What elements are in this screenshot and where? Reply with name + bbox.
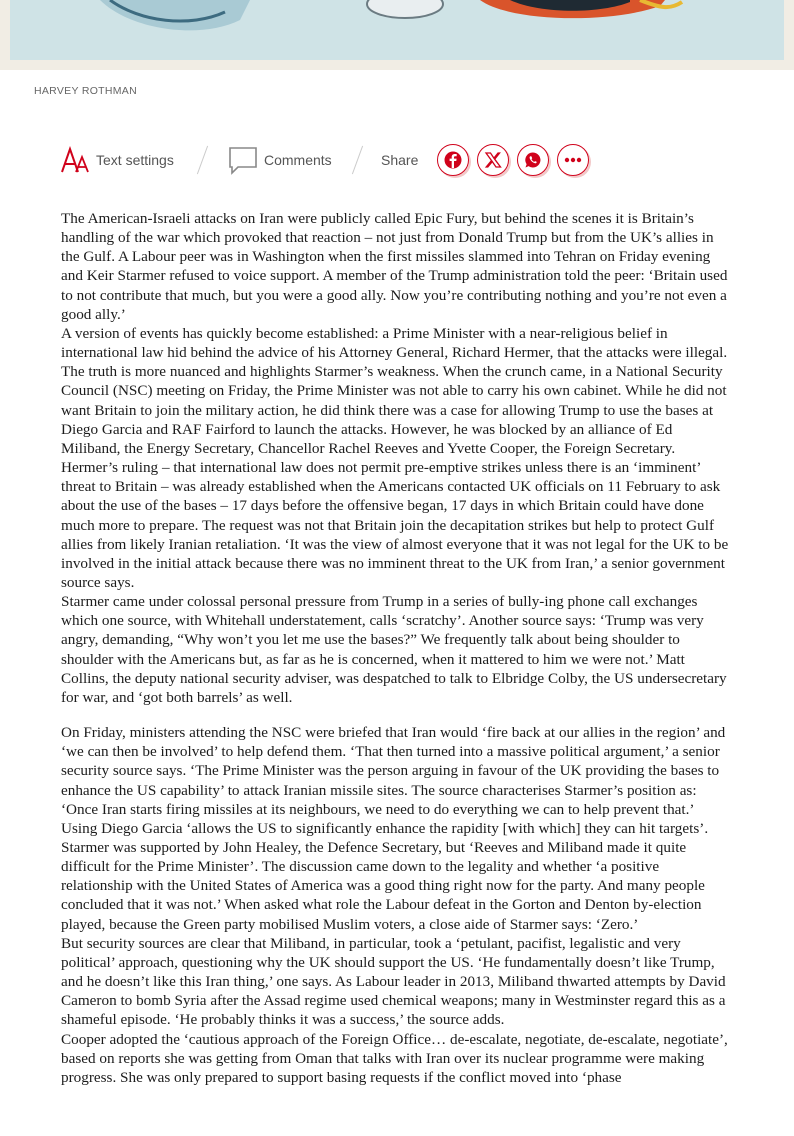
whatsapp-icon — [524, 151, 542, 169]
article-body — [61, 209, 733, 1087]
toolbar-divider — [352, 146, 363, 175]
text-settings-label: Text settings — [96, 152, 174, 168]
comments-label: Comments — [264, 152, 332, 168]
hero-illustration — [10, 0, 784, 60]
share-facebook-button[interactable] — [437, 144, 469, 176]
article-paragraph: Starmer was supported by John Healey, the Defence Secretary, but ‘Reeves and Miliband made it quite difficult for the Prime Minister’. The discussion came down to the legality and whether ‘a positive relationship with the United States of America was a good thing right now for the party. And many people concluded that it was not.’ When asked what role the Labour defeat in the Gorton and Denton by-election played, because the Green party mobilised Muslim voters, a close aide of Starmer says: ‘Zero.’ — [61, 839, 705, 933]
more-options-icon — [564, 157, 582, 163]
article-paragraph: Hermer’s ruling – that international law does not permit pre-emptive strikes unless there is an ‘imminent’ threat to Britain – was already established when the Americans contacted UK officials on 11 February to ask about the use of the bases – 17 days before the offensive began, 17 days in which Britain could have done much more to prepare. The request was not that Britain join the decapitation strikes but help to protect Gulf allies from likely Iranian retaliation. ‘It was the view of almost everyone that it was not legal for the UK to be involved in the initial attack because there was no imminent threat to the UK from Iran,’ a senior government source says. — [61, 459, 729, 591]
share-label: Share — [381, 152, 419, 168]
text-size-icon — [60, 146, 90, 174]
x-twitter-icon — [484, 151, 502, 169]
article-paragraph: But security sources are clear that Miliband, in particular, took a ‘petulant, pacifist, legalistic and very political’ approach, questioning why the UK should support the US. ‘He fundamentally doesn’t like Trump, and he doesn’t like this Iran thing,’ one says. As Labour leader in 2013, Miliband thwarted attempts by David Cameron to bomb Syria after the Assad regime used chemical weapons; many in Westminster regard this as a shameful episode. ‘He probably thinks it was a success,’ the source adds. — [61, 934, 726, 1029]
share-label-item — [381, 142, 418, 178]
hero-image-frame — [0, 0, 794, 70]
article-toolbar — [60, 142, 740, 178]
comments-button[interactable] — [228, 142, 332, 178]
share-whatsapp-button[interactable] — [517, 144, 549, 176]
share-more-button[interactable] — [557, 144, 589, 176]
article-paragraph: On Friday, ministers attending the NSC were briefed that Iran would ‘fire back at our allies in the region’ and ‘we can then be involved’ to help defend them. ‘That then turned into a massive political argument,’ a senior security source says. ‘The Prime Minister was the person arguing in favour of the UK providing the bases to enhance the US capability’ to attack Iranian missile sites. The source characterises Starmer’s position as: ‘Once Iran starts firing missiles at its neighbours, we need to do everything we can to help prevent that.’ Using Diego Garcia ‘allows the US to significantly enhance the rapidity [with which] they can hit targets’. — [61, 724, 726, 837]
text-settings-button[interactable] — [60, 142, 174, 178]
share-x-button[interactable] — [477, 144, 509, 176]
comment-icon — [228, 145, 258, 175]
article-paragraph: Starmer came under colossal personal pressure from Trump in a series of bully-ing phone call exchanges which one source, with Whitehall understatement, calls ‘scratchy’. Another source says: ‘Trump was very angry, demanding, “Why won’t you let me use the bases?” We frequently talk about being shoulder to shoulder with the Americans but, as far as he is concerned, when it mattered to him we were not.’ Matt Collins, the deputy national security adviser, was despatched to talk to Elbridge Colby, the US undersecretary for war, and ‘got both barrels’ as well. — [61, 593, 727, 706]
article-paragraph: Cooper adopted the ‘cautious approach of the Foreign Office… de-escalate, negotiate, de-escalate, negotiate’, based on reports she was getting from Oman that talks with Iran over its nuclear programme were making progress. She was only prepared to support basing requests if the conflict moved into ‘phase — [61, 1030, 728, 1086]
article-paragraph: The truth is more nuanced and highlights Starmer’s weakness. When the crunch came, in a National Security Council (NSC) meeting on Friday, the Prime Minister was not able to carry his own cabinet. While he did not want Britain to join the military action, he did think there was a case for allowing Trump to use the bases at Diego Garcia and RAF Fairford to launch the attacks. However, he was blocked by an alliance of Ed Miliband, the Energy Secretary, Chancellor Rachel Reeves and Yvette Cooper, the Foreign Secretary. — [61, 363, 727, 457]
facebook-icon — [444, 151, 462, 169]
article-paragraph: The American-Israeli attacks on Iran were publicly called Epic Fury, but behind the scenes it is Britain’s handling of the war which provoked that reaction – not just from Donald Trump but from the UK’s allies in the Gulf. A Labour peer was in Washington when the first missiles slammed into Tehran on Friday evening and Keir Starmer refused to voice support. A member of the Trump administration told the peer: ‘Britain used to not contribute that much, but you were a good ally. Now you’re contributing nothing and you’re not even a good ally.’ — [61, 210, 728, 323]
toolbar-divider — [197, 146, 208, 175]
article-paragraph: A version of events has quickly become established: a Prime Minister with a near-religious belief in international law hid behind the advice of his Attorney General, Richard Hermer, that the attacks were illegal. — [61, 324, 728, 362]
image-credit: HARVEY ROTHMAN — [34, 85, 137, 97]
